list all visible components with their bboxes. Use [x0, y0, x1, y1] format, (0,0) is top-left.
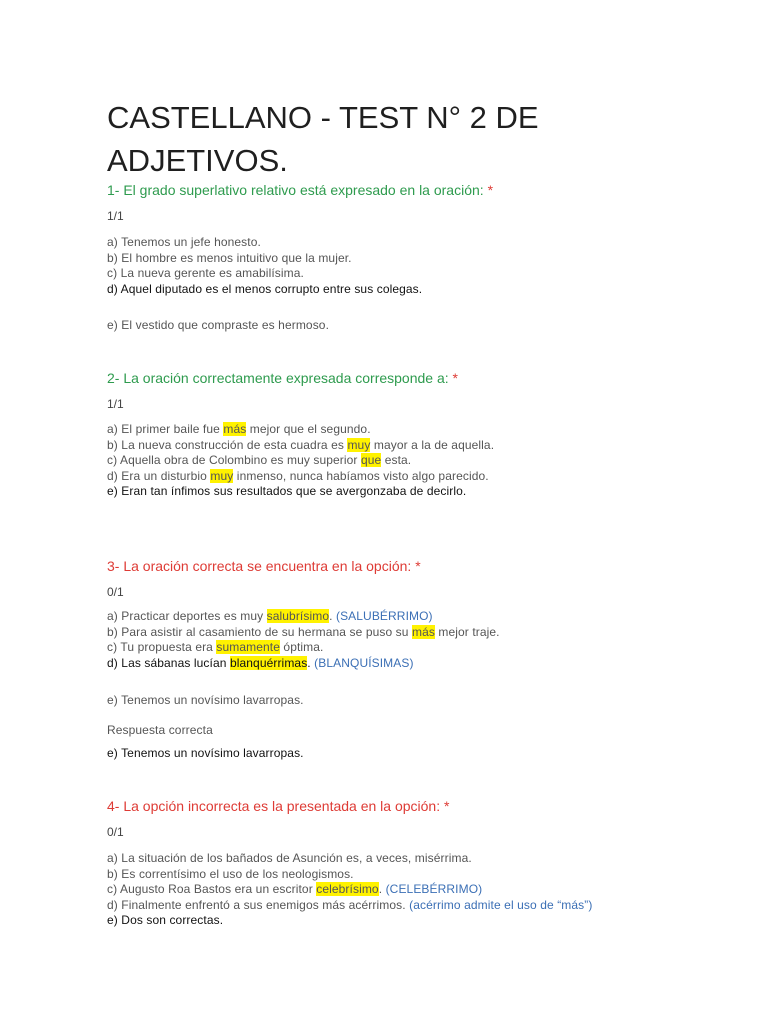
option-text: d) Las sábanas lucían: [107, 655, 230, 670]
required-mark: *: [487, 182, 494, 198]
question-4-title: [107, 797, 449, 815]
option-a: [107, 609, 500, 625]
option-text: d) Era un disturbio: [107, 468, 211, 483]
question-3-options: [107, 609, 500, 671]
option-c: [107, 453, 494, 469]
option-text: a) Practicar deportes es muy: [107, 609, 267, 623]
question-2-options: [107, 422, 494, 500]
option-text: c) Aquella obra de Colombino es muy superior: [107, 453, 361, 468]
required-mark: *: [452, 370, 458, 386]
highlighted-word: salubrísimo: [266, 609, 330, 623]
option-b: b) Es correntísimo el uso de los neologismos.: [107, 866, 354, 881]
option-c: [107, 640, 500, 656]
option-e-selected: e) Eran tan ínfimos sus resultados que se avergonzaba de decirlo.: [107, 484, 467, 499]
highlighted-word: blanquérrimas: [229, 655, 308, 670]
option-text: mayor a la de aquella.: [370, 437, 495, 452]
option-a: a) Tenemos un jefe honesto.: [107, 235, 261, 249]
option-text: b) Para asistir al casamiento de su hermana se puso su: [107, 624, 412, 639]
highlighted-word: que: [360, 453, 382, 468]
correct-answer: e) Tenemos un novísimo lavarropas.: [107, 746, 304, 760]
question-1-title: [107, 181, 493, 199]
option-text: inmenso, nunca habíamos visto algo parecido.: [233, 468, 489, 483]
option-b: [107, 438, 494, 454]
option-text: .: [378, 882, 383, 897]
option-d: [107, 469, 494, 485]
question-1-options: [107, 235, 422, 297]
option-d-selected: [107, 656, 500, 672]
question-3-score: 0/1: [107, 585, 124, 599]
question-4-score: 0/1: [107, 825, 124, 839]
option-text: c) Tu propuesta era: [107, 640, 217, 655]
option-text: mejor que el segundo.: [246, 422, 371, 436]
option-a: [107, 422, 494, 438]
option-text: b) La nueva construcción de esta cuadra es: [107, 437, 348, 452]
question-2-score: 1/1: [107, 397, 124, 411]
option-c: [107, 882, 592, 898]
question-3-option-e: e) Tenemos un novísimo lavarropas.: [107, 693, 304, 707]
option-text: d) Finalmente enfrentó a sus enemigos más acérrimos.: [107, 897, 410, 912]
question-title-text: 3- La oración correcta se encuentra en la opción:: [107, 558, 412, 574]
option-text: .: [307, 655, 311, 670]
highlighted-word: celebrísimo: [316, 882, 379, 897]
correction-note: (BLANQUÍSIMAS): [310, 655, 414, 670]
question-4-options: [107, 851, 592, 929]
option-d: [107, 898, 592, 914]
highlighted-word: sumamente: [216, 640, 280, 655]
option-e-selected: e) Dos son correctas.: [107, 913, 224, 928]
option-text: óptima.: [280, 640, 324, 655]
required-mark: *: [415, 558, 421, 574]
option-d-selected: d) Aquel diputado es el menos corrupto entre sus colegas.: [107, 281, 423, 296]
question-title-text: 1- El grado superlativo relativo está expresado en la oración:: [107, 182, 484, 198]
correction-note: (CELEBÉRRIMO): [382, 882, 483, 897]
highlighted-word: más: [223, 422, 247, 436]
option-c: c) La nueva gerente es amabilísima.: [107, 266, 304, 281]
option-b: b) El hombre es menos intuitivo que la mujer.: [107, 250, 352, 265]
option-text: esta.: [381, 453, 412, 468]
question-1-option-e: e) El vestido que compraste es hermoso.: [107, 318, 330, 332]
option-text: c) Augusto Roa Bastos era un escritor: [107, 882, 317, 897]
question-2-title: [107, 369, 458, 387]
option-text: mejor traje.: [434, 624, 500, 639]
correction-note: (SALUBÉRRIMO): [332, 609, 433, 623]
question-1-score: 1/1: [107, 209, 124, 223]
required-mark: *: [444, 798, 450, 814]
question-title-text: 2- La oración correctamente expresada corresponde a:: [107, 370, 449, 386]
highlighted-word: muy: [210, 468, 234, 483]
option-text: a) El primer baile fue: [107, 422, 224, 436]
question-3-title: [107, 557, 421, 575]
correct-answer-label: Respuesta correcta: [107, 723, 213, 737]
option-b: [107, 625, 500, 641]
question-title-text: 4- La opción incorrecta es la presentada en la opción:: [107, 798, 441, 814]
option-a: a) La situación de los bañados de Asunción es, a veces, misérrima.: [107, 851, 472, 865]
highlighted-word: muy: [347, 437, 371, 452]
highlighted-word: más: [411, 624, 435, 639]
document-title: CASTELLANO - TEST N° 2 DE ADJETIVOS.: [107, 100, 539, 178]
option-text: .: [329, 609, 333, 623]
correction-note: (acérrimo admite el uso de “más”): [409, 897, 593, 912]
